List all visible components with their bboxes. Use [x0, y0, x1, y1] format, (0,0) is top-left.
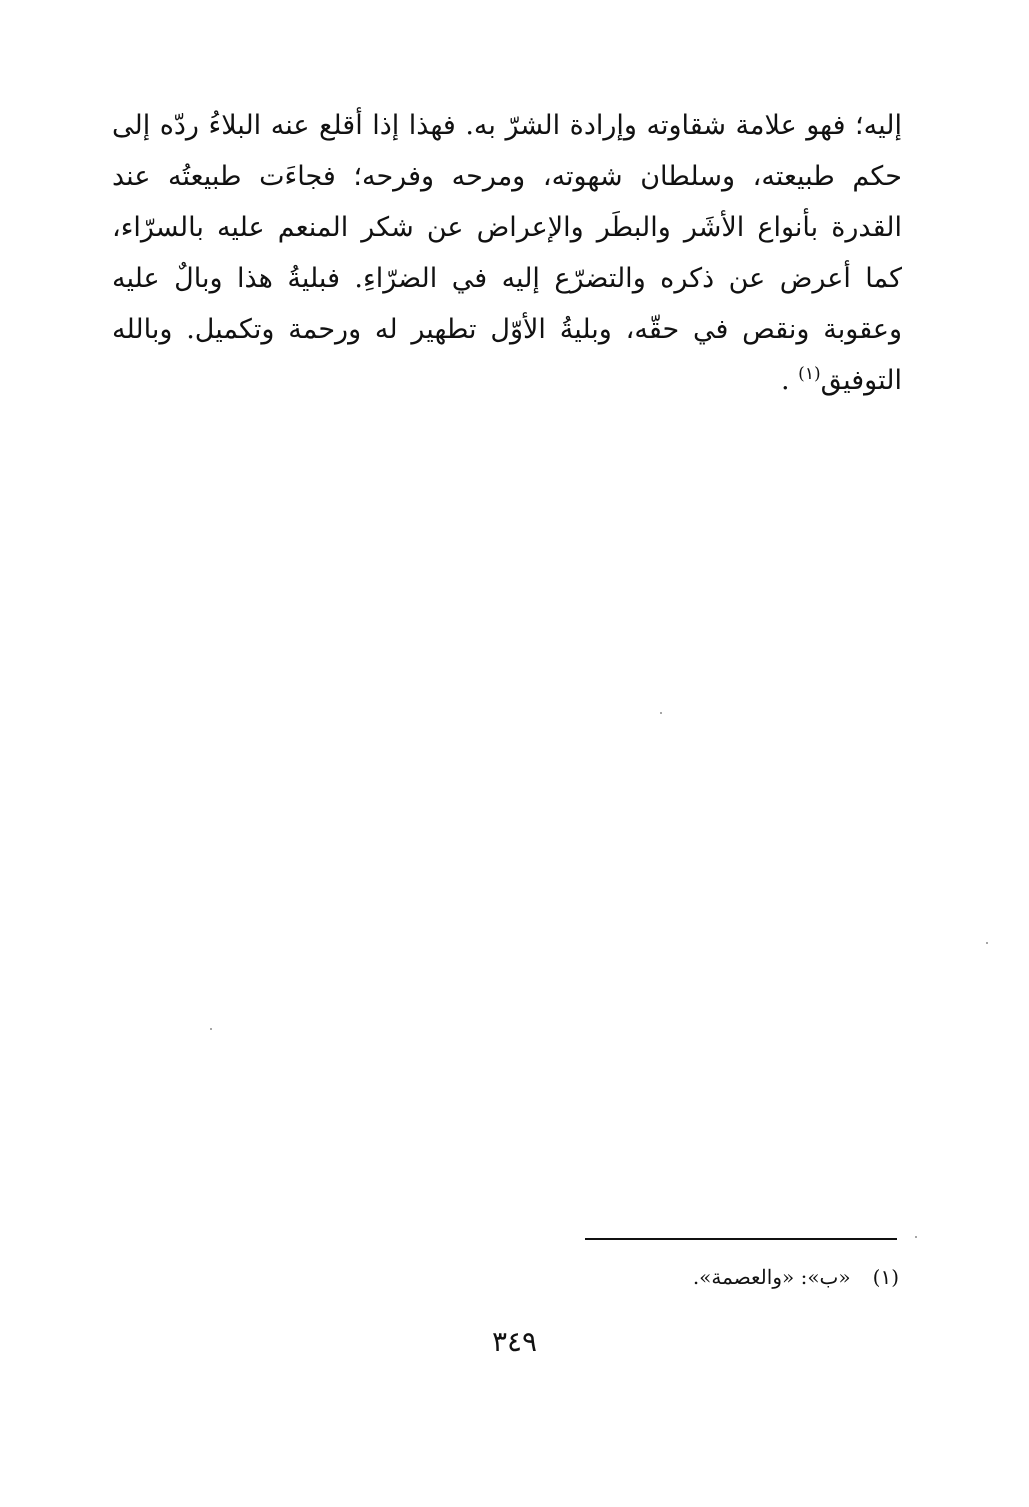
page-number: ٣٤٩ — [491, 1325, 538, 1358]
closing-period: . — [781, 365, 799, 396]
main-text-block — [112, 100, 902, 406]
footnote-reference-marker[interactable]: (١) — [798, 364, 821, 384]
footnote-text: «ب»: «والعصمة». — [692, 1265, 851, 1289]
text-line: القدرة بأنواع الأشَر والبطَر والإعراض عن شكر المنعم عليه بالسرّاء، — [112, 212, 902, 243]
footnote-number: (١) — [872, 1265, 899, 1289]
closing-word: التوفيق — [820, 365, 902, 396]
footnote-separator-rule — [585, 1238, 897, 1240]
scan-speck — [986, 942, 988, 944]
text-line-last — [112, 355, 902, 406]
text-line: كما أعرض عن ذكره والتضرّع إليه في الضرّاءِ. فبليةُ هذا وبالٌ عليه — [112, 263, 902, 294]
scan-speck — [660, 712, 662, 714]
text-line: وعقوبة ونقص في حقّه، وبليةُ الأوّل تطهير له ورحمة وتكميل. وبالله — [112, 314, 902, 345]
text-line: حكم طبيعته، وسلطان شهوته، ومرحه وفرحه؛ فجاءَت طبيعتُه عند — [112, 161, 902, 192]
scan-speck — [210, 1028, 212, 1030]
footnote — [693, 1262, 899, 1292]
scan-speck — [915, 1236, 917, 1238]
text-line: إليه؛ فهو علامة شقاوته وإرادة الشرّ به. فهذا إذا أقلع عنه البلاءُ ردّه إلى — [112, 110, 902, 141]
